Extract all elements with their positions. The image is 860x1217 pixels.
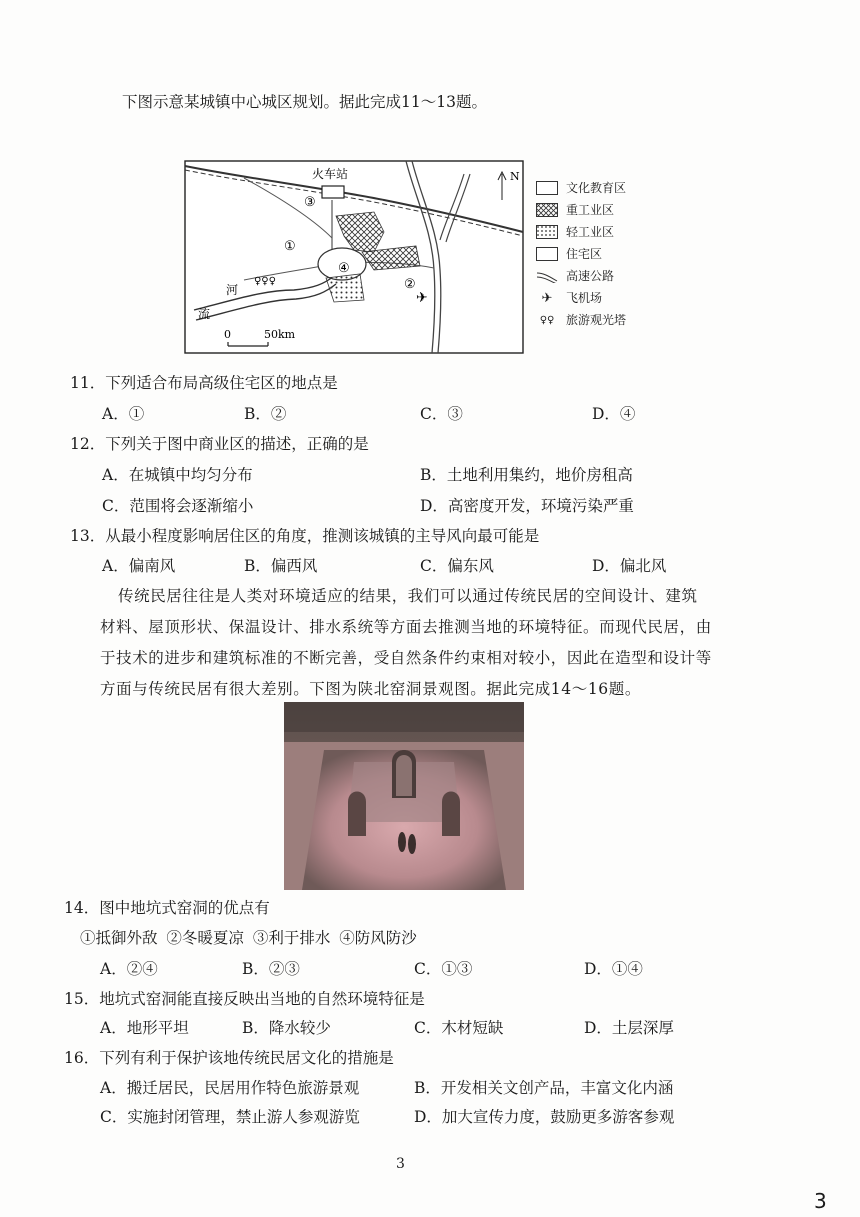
- crosshatch-box: [536, 203, 558, 217]
- q16-option-c: C．实施封闭管理，禁止游人参观游览: [100, 1108, 360, 1126]
- scale-zero: 0: [224, 328, 231, 341]
- q16-option-a: A．搬迁居民，民居用作特色旅游景观: [100, 1079, 360, 1097]
- q12-option-d: D．高密度开发，环境污染严重: [420, 497, 634, 515]
- q16-option-b: B．开发相关文创产品，丰富文化内涵: [414, 1079, 674, 1097]
- q16-option-d: D．加大宣传力度，鼓励更多游客参观: [414, 1108, 675, 1126]
- river-label-2: 流: [198, 307, 211, 321]
- q12-option-b: B．土地利用集约，地价房租高: [420, 466, 633, 484]
- dotted-box: [536, 225, 558, 239]
- q13-option-d: D．偏北风: [592, 557, 667, 575]
- q13-stem: 13．从最小程度影响居住区的角度，推测该城镇的主导风向最可能是: [70, 527, 540, 545]
- plain-box: [536, 181, 558, 195]
- scale-value: 50km: [264, 328, 296, 341]
- airplane-icon: ✈: [541, 291, 553, 306]
- point-2: ②: [404, 277, 416, 292]
- q11-option-c: C．③: [420, 405, 463, 423]
- passage: [100, 581, 760, 705]
- q13-option-c: C．偏东风: [420, 557, 494, 575]
- q14-option-b: B．②③: [242, 960, 300, 978]
- airplane-icon: ✈: [416, 290, 428, 306]
- q15-stem: 15．地坑式窑洞能直接反映出当地的自然环境特征是: [64, 990, 425, 1008]
- q15-option-c: C．木材短缺: [414, 1019, 504, 1037]
- passage-line: 传统民居往往是人类对环境适应的结果，我们可以通过传统民居的空间设计、建筑: [118, 587, 698, 605]
- tower-icon: ♀♀: [539, 315, 555, 326]
- city-plan-map: [184, 160, 524, 354]
- empty-box: [536, 247, 558, 261]
- q16-stem: 16．下列有利于保护该地传统民居文化的措施是: [64, 1049, 394, 1067]
- q15-option-d: D．土层深厚: [584, 1019, 674, 1037]
- point-4: ④: [338, 261, 350, 276]
- q14-stem: 14．图中地坑式窑洞的优点有: [64, 899, 270, 917]
- north-label: N: [510, 170, 520, 183]
- q12-option-a: A．在城镇中均匀分布: [102, 466, 253, 484]
- q11-option-a: A．①: [102, 405, 145, 423]
- river-label-1: 河: [226, 283, 239, 297]
- q15-option-a: A．地形平坦: [100, 1019, 189, 1037]
- q14-option-a: A．②④: [100, 960, 158, 978]
- highway-lines: [536, 269, 558, 283]
- passage-line: 于技术的进步和建筑标准的不断完善，受自然条件约束相对较小，因此在造型和设计等: [100, 649, 712, 667]
- q13-option-a: A．偏南风: [102, 557, 176, 575]
- q13-option-b: B．偏西风: [244, 557, 318, 575]
- tower-icon: ♀♀♀: [254, 276, 276, 287]
- page-number: 3: [396, 1156, 405, 1172]
- cave-dwelling-photo: [284, 702, 524, 890]
- passage-line: 材料、屋顶形状、保温设计、排水系统等方面去推测当地的环境特征。而现代民居，由: [100, 618, 712, 636]
- q11-option-d: D．④: [592, 405, 636, 423]
- corner-page-number: 3: [814, 1189, 827, 1213]
- q11-option-b: B．②: [244, 405, 287, 423]
- passage-line: 方面与传统民居有很大差别。下图为陕北窑洞景观图。据此完成14～16题。: [100, 680, 641, 698]
- q11-stem: 11．下列适合布局高级住宅区的地点是: [70, 374, 338, 392]
- q12-option-c: C．范围将会逐渐缩小: [102, 497, 254, 515]
- intro-text: 下图示意某城镇中心城区规划。据此完成11～13题。: [122, 93, 487, 111]
- q14-choices: ①抵御外敌 ②冬暖夏凉 ③利于排水 ④防风防沙: [80, 929, 417, 947]
- point-1: ①: [284, 239, 296, 254]
- q14-option-d: D．①④: [584, 960, 643, 978]
- q12-stem: 12．下列关于图中商业区的描述，正确的是: [70, 435, 369, 453]
- q14-option-c: C．①③: [414, 960, 473, 978]
- point-3: ③: [304, 195, 316, 210]
- q15-option-b: B．降水较少: [242, 1019, 331, 1037]
- station-label: 火车站: [312, 167, 349, 181]
